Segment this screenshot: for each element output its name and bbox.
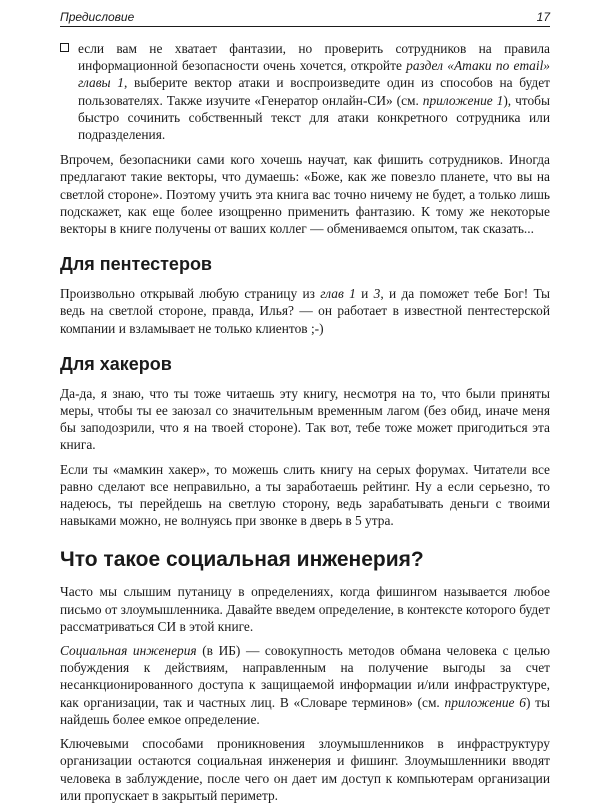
chapter-reference: 3	[373, 286, 381, 302]
running-header	[60, 10, 550, 27]
section-heading-hackers: Для хакеров	[60, 353, 172, 374]
pentesters-paragraph: Произвольно открывай любую страницу из глав 1 и 3, и да поможет тебе Бог! Ты ведь на светлой стороне, правда, Илья? — он работает в известной пентестерской компании и взламывает не только клиентов ;-)	[60, 286, 551, 336]
bullet-text: если вам не хватает фантазии, но проверить сотрудников на правила информационной безопасности очень хочется, откройте раздел «Атаки по email» главы 1, выберите вектор атаки и воспроизведите один из способов на будет пользователях. Также изучите «Генератор онлайн-СИ» (см. приложение 1), чтобы быстро сочинить собственный текст для атаки конкретного сотрудника или подразделения.	[78, 41, 550, 143]
section-heading-pentesters: Для пентестеров	[60, 254, 212, 275]
appendix-reference: приложение 6	[444, 694, 526, 710]
checkbox-bullet-icon	[60, 40, 78, 143]
hackers-paragraph-1: Да-да, я знаю, что ты тоже читаешь эту книгу, несмотря на то, что были приняты меры, чтобы ты ее заюзал со значительным временным лагом (без обид, иначе меня бы заподозрили, что я на твоей стороне). Так вот, тебе тоже может пригодиться эта книга.	[60, 385, 550, 453]
page-number: 17	[536, 10, 550, 24]
intro-paragraph: Впрочем, безопасники сами кого хочешь научат, как фишить сотрудников. Иногда предлагают такие векторы, что думаешь: «Боже, как же повезло планете, что вы на светлой стороне». Поэтому учить эта книга вас точно ничему не будет, а только лишь подскажет, как еще более изощренно применить фантазию. К тому же некоторые векторы в книге получены от ваших коллег — обмениваемся опытом, так сказать...	[60, 152, 550, 237]
chapter-reference: глав 1	[320, 286, 356, 302]
hackers-paragraph-2: Если ты «мамкин хакер», то можешь слить книгу на серых форумах. Читатели все равно сделают все неправильно, а ты заработаешь рейтинг. Ну а если серьезно, то надеюсь, ты перейдешь на светлую сторону, ведь зарабатывать деньги с твоими навыками можно, не волнуясь при звонке в дверь в 5 утра.	[60, 461, 550, 529]
social-paragraph-3: Ключевыми способами проникновения злоумышленников в инфраструктуру организации остаются социальная инженерия и фишинг. Злоумышленники вводят человека в заблуждение, после чего он дает им доступ к компьютерам организации или пропускает в закрытый периметр.	[60, 736, 550, 803]
running-header-title: Предисловие	[60, 10, 135, 24]
social-paragraph-1: Часто мы слышим путаницу в определениях, когда фишингом называется любое письмо от злоумышленника. Давайте введем определение, в контексте которого будет рассматриваться СИ в этой книге.	[60, 584, 550, 634]
section-heading-social-engineering: Что такое социальная инженерия?	[60, 548, 424, 572]
bullet-item	[60, 40, 550, 143]
chapter-reference: раздел «Атаки по email» главы 1	[78, 58, 550, 91]
defined-term: Социальная инженерия	[60, 643, 197, 659]
social-definition-paragraph: Социальная инженерия (в ИБ) — совокупность методов обмана человека с целью побуждения к действиям, направленным на получение выгоды за счет несанкционированного доступа к защищаемой информации и/или инфраструктуре, как организации, так и частных лиц. В «Словаре терминов» (см. приложение 6) ты найдешь более емкое определение.	[60, 643, 550, 727]
page-body	[60, 40, 550, 811]
appendix-reference: приложение 1	[422, 92, 504, 108]
